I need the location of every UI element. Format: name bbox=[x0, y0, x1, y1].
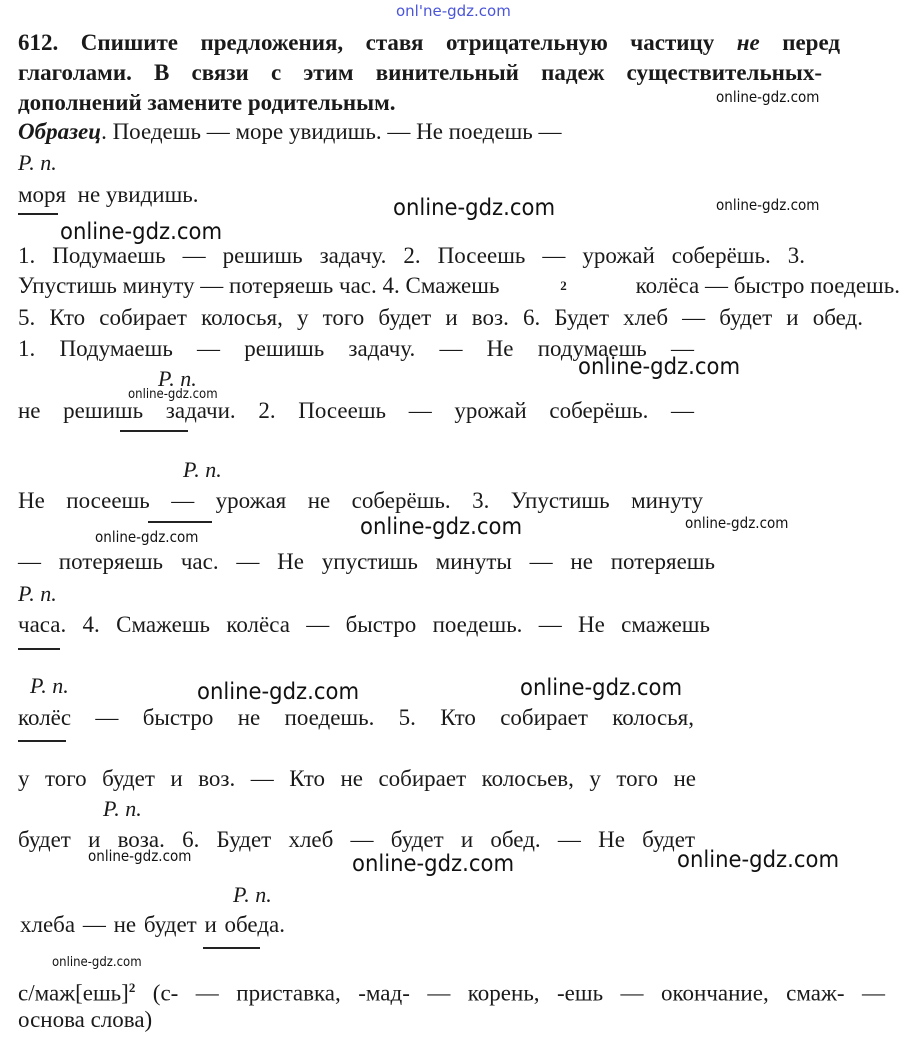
underline bbox=[203, 947, 260, 949]
answer-line: не решишь задачи. 2. Посеешь — урожай соберёшь. — bbox=[18, 398, 694, 423]
morpheme-word: с/маж[ешь] bbox=[18, 980, 129, 1006]
case-label: Р. п. bbox=[103, 796, 142, 821]
answer-line: хлеба — не будет и обеда. bbox=[20, 912, 285, 937]
answer-line: 1. Подумаешь — решишь задачу. — Не подумаешь — bbox=[18, 336, 694, 361]
underline bbox=[120, 430, 188, 432]
sample-answer: моря не увидишь. bbox=[18, 182, 199, 207]
sample-label: Образец bbox=[18, 119, 102, 144]
task-line-2: глаголами. В связи с этим винительный падеж существительных- bbox=[18, 60, 822, 85]
task-line-3: дополнений замените родительным. bbox=[18, 90, 396, 115]
case-label: Р. п. bbox=[18, 581, 57, 606]
answer-line: — потеряешь час. — Не упустишь минуты — не потеряешь bbox=[18, 549, 715, 574]
exercise-line bbox=[18, 273, 900, 299]
watermark: online-gdz.com bbox=[128, 387, 218, 402]
answer-line: у того будет и воз. — Кто не собирает колосьев, у того не bbox=[18, 766, 696, 791]
note-text: (с- — приставка, -мад- — корень, -ешь — окончание, смаж- — bbox=[135, 980, 885, 1006]
case-label: Р. п. bbox=[158, 366, 197, 391]
note-line bbox=[18, 975, 885, 1007]
exercise-text: Упустишь минуту — потеряешь час. 4. Смажешь bbox=[18, 273, 500, 298]
underline bbox=[18, 740, 66, 742]
case-label: Р. п. bbox=[18, 150, 57, 175]
footnote-mark: 2 bbox=[128, 980, 136, 995]
underline bbox=[18, 213, 58, 215]
sample-line bbox=[18, 119, 562, 145]
task-text: 612. Спишите предложения, ставя отрицательную частицу bbox=[18, 30, 737, 55]
watermark: online-gdz.com bbox=[95, 528, 199, 546]
watermark: onl'ne-gdz.com bbox=[396, 2, 511, 20]
task-text: перед bbox=[759, 30, 840, 55]
case-label: Р. п. bbox=[30, 673, 69, 698]
watermark: online-gdz.com bbox=[393, 195, 556, 221]
watermark: online-gdz.com bbox=[578, 354, 741, 380]
case-label: Р. п. bbox=[233, 882, 272, 907]
underline bbox=[148, 521, 212, 523]
sample-text: . Поедешь — море увидишь. — Не поедешь — bbox=[101, 119, 562, 144]
watermark: online-gdz.com bbox=[352, 851, 515, 877]
watermark: online-gdz.com bbox=[677, 847, 840, 873]
watermark: online-gdz.com bbox=[520, 675, 683, 701]
exercise-line: 5. Кто собирает колосья, у того будет и воз. 6. Будет хлеб — будет и обед. bbox=[18, 305, 863, 330]
exercise-text: колёса — быстро поедешь. bbox=[635, 273, 900, 298]
watermark: online-gdz.com bbox=[360, 514, 523, 540]
task-particle: не bbox=[736, 30, 760, 55]
watermark: online-gdz.com bbox=[52, 955, 142, 970]
watermark: online-gdz.com bbox=[88, 847, 192, 865]
answer-line: колёс — быстро не поедешь. 5. Кто собирает колосья, bbox=[18, 705, 694, 730]
watermark: online-gdz.com bbox=[685, 514, 789, 532]
answer-line: Не посеешь — урожая не соберёшь. 3. Упустишь минуту bbox=[18, 488, 703, 513]
note-line-2: основа слова) bbox=[18, 1007, 153, 1032]
watermark: online-gdz.com bbox=[716, 88, 820, 106]
footnote-mark: 2 bbox=[560, 278, 567, 293]
answer-line: часа. 4. Смажешь колёса — быстро поедешь. — Не смажешь bbox=[18, 612, 710, 637]
watermark: online-gdz.com bbox=[60, 219, 223, 245]
case-label: Р. п. bbox=[183, 457, 222, 482]
underline bbox=[18, 648, 60, 650]
answer-line: будет и воза. 6. Будет хлеб — будет и обед. — Не будет bbox=[18, 827, 695, 852]
watermark: online-gdz.com bbox=[716, 196, 820, 214]
task-line-1 bbox=[18, 30, 840, 56]
exercise-line: 1. Подумаешь — решишь задачу. 2. Посеешь — урожай соберёшь. 3. bbox=[18, 243, 805, 268]
watermark: online-gdz.com bbox=[197, 679, 360, 705]
